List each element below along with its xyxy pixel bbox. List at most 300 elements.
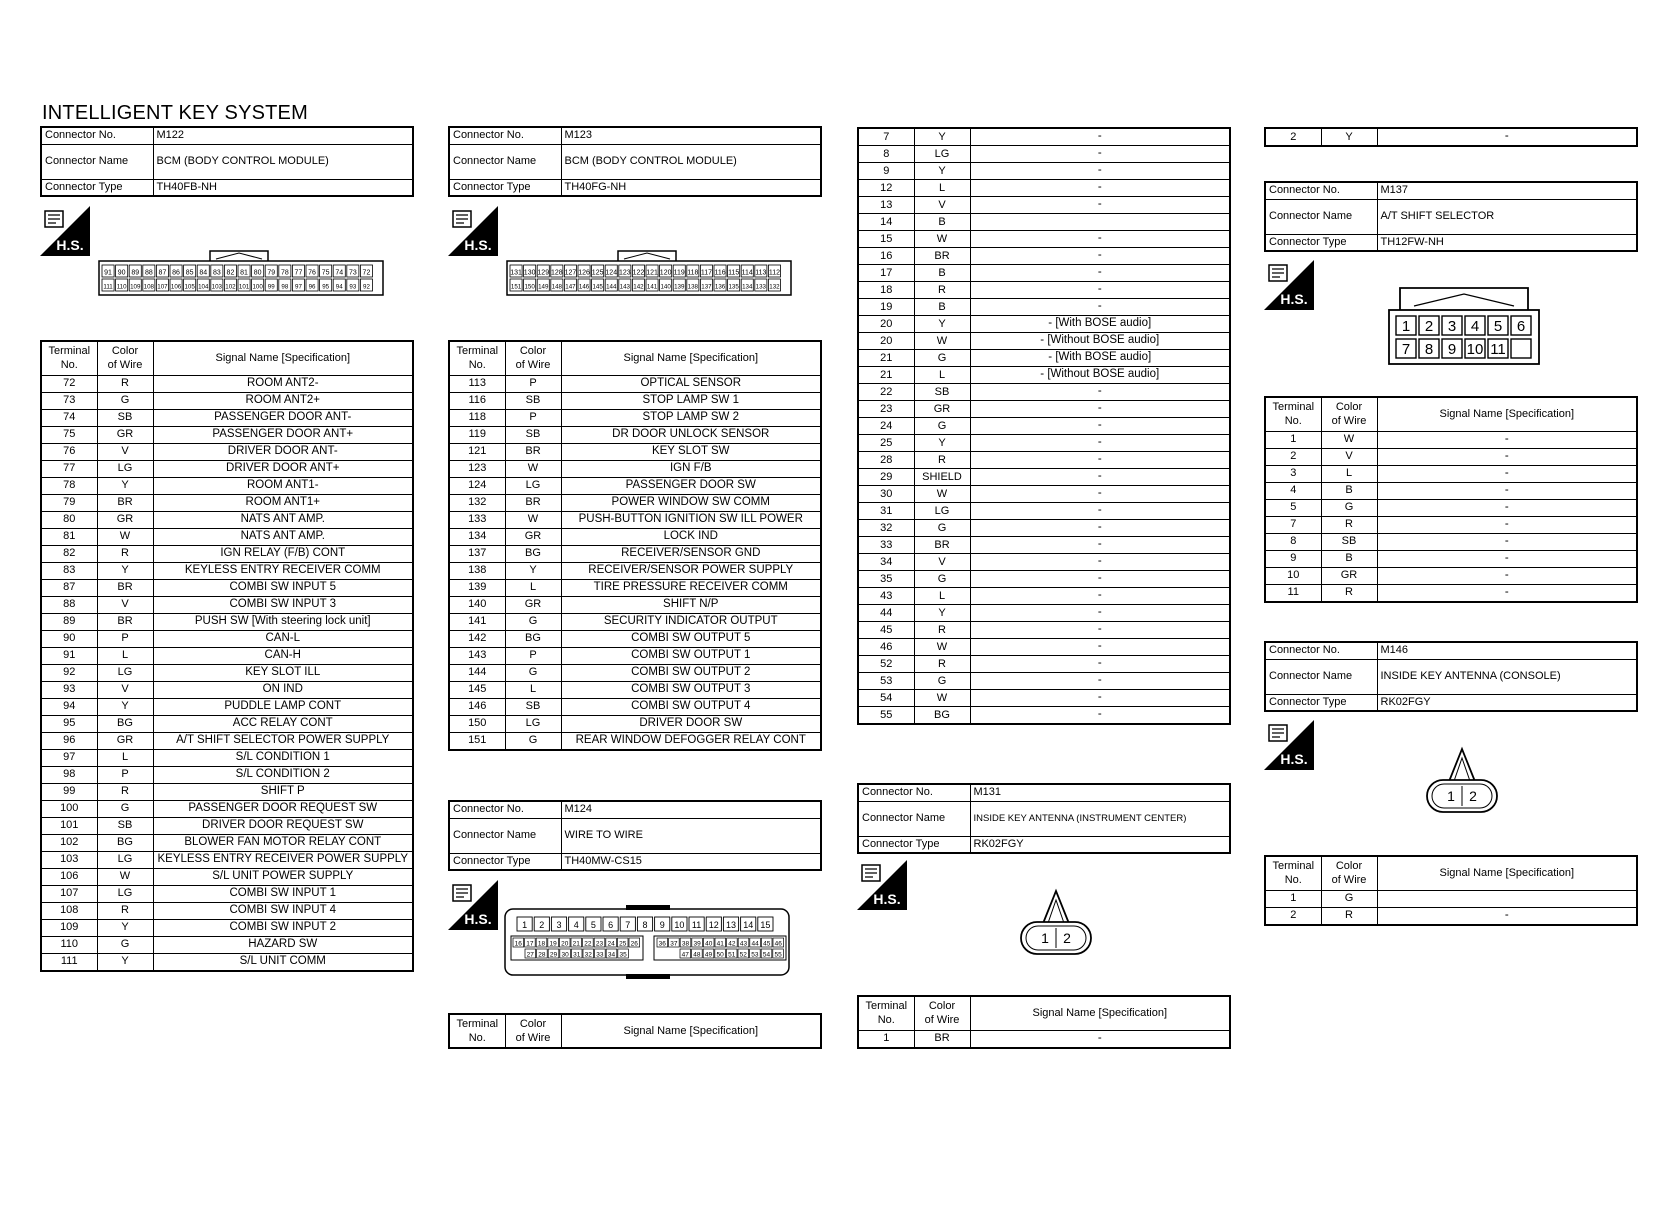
pin-label: 17: [526, 940, 534, 948]
terminal-cell: 73: [41, 392, 97, 409]
signal-name-cell: ROOM ANT2+: [153, 392, 413, 409]
table-row: [41, 494, 413, 511]
pin-label: 13: [725, 920, 737, 930]
pin-label: 53: [751, 951, 759, 959]
pin-label: 11: [1490, 341, 1506, 358]
connector-no-value: M124: [561, 801, 821, 818]
pin-label: 123: [619, 269, 631, 277]
wire-color-cell: SB: [914, 384, 970, 401]
pin-label: 101: [238, 283, 250, 291]
terminal-cell: 111: [41, 953, 97, 971]
pin-label: 128: [551, 269, 563, 277]
wire-color-cell: Y: [914, 163, 970, 180]
wire-color-cell: V: [1321, 448, 1377, 465]
wire-color-cell: B: [914, 265, 970, 282]
m122-terminal-table: [40, 340, 414, 972]
connector-key-mark: [216, 253, 262, 259]
pin-label: 41: [716, 940, 724, 948]
table-row: [858, 605, 1230, 622]
terminal-cell: 17: [858, 265, 914, 282]
table-row: [449, 698, 821, 715]
signal-name-cell: COMBI SW OUTPUT 4: [561, 698, 821, 715]
signal-name-cell: COMBI SW INPUT 3: [153, 596, 413, 613]
connector-name-label: Connector Name: [1265, 199, 1377, 234]
connector-name-value: INSIDE KEY ANTENNA (CONSOLE): [1377, 659, 1637, 694]
wire-color-cell: Y: [914, 605, 970, 622]
table-row: [449, 715, 821, 732]
table-row: [858, 163, 1230, 180]
wire-color-cell: P: [505, 409, 561, 426]
color-header: Color of Wire: [97, 341, 153, 375]
pin-label: 102: [225, 283, 236, 291]
m124-header-table: [448, 800, 822, 871]
pin-label: 37: [670, 940, 678, 948]
table-row: [858, 316, 1230, 333]
signal-name-cell: ACC RELAY CONT: [153, 715, 413, 732]
pin-label: 124: [605, 269, 618, 277]
pin-label: 137: [701, 283, 712, 291]
pin-label: 118: [687, 269, 699, 277]
signal-name-cell: ROOM ANT2-: [153, 375, 413, 392]
signal-name-cell: - [Without BOSE audio]: [970, 333, 1230, 350]
pin-label: 75: [321, 269, 330, 277]
table-row: [41, 477, 413, 494]
table-row: [41, 936, 413, 953]
wire-color-cell: G: [505, 732, 561, 750]
table-row: [858, 622, 1230, 639]
table-row: [41, 579, 413, 596]
terminal-cell: 150: [449, 715, 505, 732]
wire-color-cell: L: [505, 579, 561, 596]
harness-side-icon: [1264, 260, 1314, 310]
signal-name-cell: IGN F/B: [561, 460, 821, 477]
signal-name-cell: -: [970, 299, 1230, 316]
connector-type-label: Connector Type: [858, 836, 970, 853]
wire-color-cell: L: [97, 749, 153, 766]
wire-color-cell: G: [1321, 499, 1377, 516]
terminal-cell: 29: [858, 469, 914, 486]
terminal-cell: 137: [449, 545, 505, 562]
terminal-cell: 95: [41, 715, 97, 732]
wire-color-cell: R: [914, 452, 970, 469]
pin-label: 92: [363, 283, 370, 291]
terminal-cell: 89: [41, 613, 97, 630]
wire-color-cell: G: [1321, 890, 1377, 907]
signal-name-cell: DRIVER DOOR REQUEST SW: [153, 817, 413, 834]
signal-name-header: Signal Name [Specification]: [1377, 397, 1637, 431]
signal-name-cell: -: [1377, 482, 1637, 499]
terminal-cell: 21: [858, 350, 914, 367]
wire-color-cell: R: [97, 545, 153, 562]
table-row: [41, 715, 413, 732]
pin-label: 8: [1424, 341, 1434, 358]
terminal-cell: 52: [858, 656, 914, 673]
table-row: [858, 282, 1230, 299]
signal-name-cell: -: [1377, 533, 1637, 550]
terminal-cell: 55: [858, 707, 914, 725]
wire-color-cell: GR: [505, 596, 561, 613]
pin-label: 84: [199, 269, 208, 277]
table-row: 2 Y -: [1265, 128, 1637, 146]
wire-color-cell: L: [914, 367, 970, 384]
signal-name-cell: DR DOOR UNLOCK SENSOR: [561, 426, 821, 443]
wire-color-cell: P: [97, 630, 153, 647]
terminal-cell: 107: [41, 885, 97, 902]
pin-label: 135: [728, 283, 739, 291]
wire-color-cell: B: [914, 214, 970, 231]
table-row: [41, 545, 413, 562]
connector-name-label: Connector Name: [858, 801, 970, 836]
pin-label: 72: [362, 269, 371, 277]
connector-name-value: INSIDE KEY ANTENNA (INSTRUMENT CENTER): [970, 801, 1230, 836]
color-header: Color of Wire: [505, 341, 561, 375]
wire-color-cell: G: [505, 613, 561, 630]
terminal-cell: 72: [41, 375, 97, 392]
pin-label: 31: [573, 951, 581, 959]
table-row: [41, 392, 413, 409]
table-row: [41, 902, 413, 919]
terminal-cell: 101: [41, 817, 97, 834]
wire-color-cell: BR: [97, 613, 153, 630]
terminal-cell: 2: [1265, 448, 1321, 465]
signal-name-cell: -: [970, 163, 1230, 180]
pin-label: 47: [681, 951, 689, 959]
terminal-cell: 8: [1265, 533, 1321, 550]
pin-label: 21: [572, 940, 580, 948]
wire-color-cell: SB: [97, 817, 153, 834]
signal-name-cell: ON IND: [153, 681, 413, 698]
terminal-cell: 54: [858, 690, 914, 707]
pin-label: 80: [253, 269, 262, 277]
terminal-cell: 78: [41, 477, 97, 494]
terminal-cell: 151: [449, 732, 505, 750]
terminal-cell: 79: [41, 494, 97, 511]
m124-terminal-table-header: [448, 1013, 822, 1049]
terminal-cell: 96: [41, 732, 97, 749]
table-row: [858, 588, 1230, 605]
wire-color-cell: W: [97, 868, 153, 885]
terminal-no-header: Terminal No.: [449, 1014, 505, 1048]
terminal-cell: 5: [1265, 499, 1321, 516]
pin-label: 43: [739, 940, 748, 948]
wire-color-cell: BG: [914, 707, 970, 725]
wire-color-cell: L: [505, 681, 561, 698]
table-row: [41, 664, 413, 681]
terminal-cell: 8: [858, 146, 914, 163]
table-row: [1265, 890, 1637, 907]
color-header: Color of Wire: [505, 1014, 561, 1048]
connector-key-mark: [624, 253, 670, 259]
terminal-cell: 139: [449, 579, 505, 596]
wire-color-cell: Y: [97, 698, 153, 715]
terminal-cell: 93: [41, 681, 97, 698]
wire-color-cell: BR: [97, 494, 153, 511]
table-row: [1265, 431, 1637, 448]
pin-label: 3: [1447, 318, 1457, 335]
signal-name-cell: -: [970, 128, 1230, 146]
m131-terminal-table-continued: [1264, 127, 1638, 147]
pin-label: 149: [538, 283, 549, 291]
m131-terminal-table: [857, 995, 1231, 1049]
wire-color-cell: SB: [1321, 533, 1377, 550]
signal-name-cell: REAR WINDOW DEFOGGER RELAY CONT: [561, 732, 821, 750]
pin-label: 30: [561, 951, 569, 959]
table-row: [858, 299, 1230, 316]
m122-connector-diagram: [98, 247, 384, 297]
wire-color-cell: SHIELD: [914, 469, 970, 486]
signal-name-cell: ROOM ANT1+: [153, 494, 413, 511]
harness-side-icon: [448, 880, 498, 930]
terminal-cell: 12: [858, 180, 914, 197]
wire-color-cell: LG: [97, 851, 153, 868]
signal-name-cell: -: [970, 690, 1230, 707]
wire-color-cell: P: [505, 375, 561, 392]
table-row: [41, 681, 413, 698]
wire-color-cell: BG: [97, 715, 153, 732]
signal-name-cell: -: [970, 384, 1230, 401]
signal-name-cell: -: [1377, 431, 1637, 448]
pin-label: 113: [755, 269, 767, 277]
signal-name-cell: COMBI SW INPUT 5: [153, 579, 413, 596]
pin-label: 78: [280, 269, 289, 277]
terminal-cell: 30: [858, 486, 914, 503]
table-row: [1265, 567, 1637, 584]
signal-name-cell: - [With BOSE audio]: [970, 350, 1230, 367]
pin-label: 38: [681, 940, 690, 948]
wire-color-cell: R: [97, 902, 153, 919]
terminal-cell: 146: [449, 698, 505, 715]
wire-color-cell: BR: [505, 494, 561, 511]
signal-name-header: Signal Name [Specification]: [561, 341, 821, 375]
pin-label: 115: [728, 269, 740, 277]
table-row: [449, 545, 821, 562]
pin-label: 39: [693, 940, 701, 948]
table-row: [1265, 550, 1637, 567]
terminal-cell: 7: [858, 128, 914, 146]
signal-name-cell: HAZARD SW: [153, 936, 413, 953]
wire-color-cell: R: [914, 656, 970, 673]
terminal-cell: 143: [449, 647, 505, 664]
terminal-cell: 124: [449, 477, 505, 494]
terminal-cell: 20: [858, 316, 914, 333]
table-row: [449, 392, 821, 409]
connector-no-value: M131: [970, 784, 1230, 801]
connector-no-value: M123: [561, 127, 821, 144]
pin-label: 82: [226, 269, 235, 277]
terminal-cell: 3: [1265, 465, 1321, 482]
signal-name-cell: CAN-H: [153, 647, 413, 664]
wire-color-cell: SB: [505, 426, 561, 443]
signal-name-cell: -: [1377, 907, 1637, 925]
pin-label: 6: [608, 920, 614, 930]
terminal-cell: 15: [858, 231, 914, 248]
pin-label: 46: [774, 940, 782, 948]
signal-name-cell: [1377, 890, 1637, 907]
terminal-cell: 103: [41, 851, 97, 868]
pin-label: 112: [768, 269, 781, 277]
table-row: [449, 528, 821, 545]
signal-name-cell: NATS ANT AMP.: [153, 511, 413, 528]
signal-name-cell: PASSENGER DOOR SW: [561, 477, 821, 494]
terminal-cell: 97: [41, 749, 97, 766]
table-row: [41, 613, 413, 630]
table-row: [858, 520, 1230, 537]
pin-label: 83: [212, 269, 221, 277]
terminal-no-header: Terminal No.: [449, 341, 505, 375]
table-row: [1265, 465, 1637, 482]
wire-color-cell: SB: [505, 392, 561, 409]
signal-name-cell: PASSENGER DOOR REQUEST SW: [153, 800, 413, 817]
harness-side-icon: [1264, 720, 1314, 770]
terminal-cell: 138: [449, 562, 505, 579]
pin-label: 7: [625, 920, 631, 930]
wire-color-cell: P: [97, 766, 153, 783]
table-row: [41, 817, 413, 834]
color-header: Color of Wire: [1321, 856, 1377, 890]
terminal-cell: 134: [449, 528, 505, 545]
wire-color-cell: GR: [97, 511, 153, 528]
table-row: [858, 486, 1230, 503]
wire-color-cell: Y: [97, 477, 153, 494]
table-row: [858, 146, 1230, 163]
wire-color-cell: BR: [914, 537, 970, 554]
signal-name-cell: KEY SLOT ILL: [153, 664, 413, 681]
hs-label: H.S.: [464, 237, 492, 253]
harness-side-icon: [857, 860, 907, 910]
pin-label: 126: [578, 269, 590, 277]
signal-name-cell: TIRE PRESSURE RECEIVER COMM: [561, 579, 821, 596]
connector-no-label: Connector No.: [449, 127, 561, 144]
pin-label: 120: [659, 269, 672, 277]
wire-color-cell: R: [914, 282, 970, 299]
connector-key: [626, 974, 670, 979]
connector-no-label: Connector No.: [41, 127, 153, 144]
table-row: [858, 639, 1230, 656]
pin-label: 93: [349, 283, 357, 291]
pin-label: 138: [687, 283, 699, 291]
signal-name-cell: -: [970, 146, 1230, 163]
terminal-cell: 75: [41, 426, 97, 443]
table-row: [449, 596, 821, 613]
terminal-cell: 144: [449, 664, 505, 681]
pin-label: 99: [267, 283, 275, 291]
pin-label: 108: [143, 283, 155, 291]
pin-label: 9: [1447, 341, 1457, 358]
table-row: [41, 528, 413, 545]
table-row: [1265, 907, 1637, 925]
pin-label: 100: [252, 283, 263, 291]
terminal-cell: 33: [858, 537, 914, 554]
terminal-cell: 98: [41, 766, 97, 783]
pin-label: 151: [510, 283, 522, 291]
pin-label: 10: [1466, 341, 1484, 358]
signal-name-cell: PUSH SW [With steering lock unit]: [153, 613, 413, 630]
table-row: [858, 197, 1230, 214]
pin-label: 105: [184, 283, 195, 291]
pin-label: 18: [537, 940, 546, 948]
pin-label: 87: [158, 269, 167, 277]
signal-name-cell: PUSH-BUTTON IGNITION SW ILL POWER: [561, 511, 821, 528]
m123-header-table: [448, 126, 822, 197]
pin-label: 91: [104, 269, 112, 277]
wire-color-cell: GR: [1321, 567, 1377, 584]
table-row: [858, 350, 1230, 367]
hs-label: H.S.: [464, 911, 492, 927]
terminal-cell: 7: [1265, 516, 1321, 533]
pin-label: 8: [642, 920, 648, 930]
signal-name-cell: DRIVER DOOR ANT-: [153, 443, 413, 460]
connector-type-label: Connector Type: [1265, 234, 1377, 251]
signal-name-cell: -: [970, 673, 1230, 690]
wire-color-cell: P: [505, 647, 561, 664]
terminal-cell: 46: [858, 639, 914, 656]
harness-side-icon: [40, 206, 90, 256]
table-row: [858, 265, 1230, 282]
pin-label: 109: [130, 283, 141, 291]
wire-color-cell: GR: [914, 401, 970, 418]
terminal-cell: 118: [449, 409, 505, 426]
table-row: [41, 460, 413, 477]
signal-name-cell: COMBI SW OUTPUT 3: [561, 681, 821, 698]
terminal-cell: 82: [41, 545, 97, 562]
m131-header-table: [857, 783, 1231, 854]
terminal-cell: 88: [41, 596, 97, 613]
signal-name-cell: -: [1377, 516, 1637, 533]
pin-label: 51: [728, 951, 736, 959]
pin-label: 96: [308, 283, 316, 291]
table-row: [449, 494, 821, 511]
table-row: [449, 562, 821, 579]
table-row: [449, 477, 821, 494]
pin-label: 146: [578, 283, 590, 291]
connector-no-value: M146: [1377, 642, 1637, 659]
wire-color-cell: R: [1321, 584, 1377, 602]
pin-label: 5: [590, 920, 596, 930]
signal-name-cell: -: [970, 282, 1230, 299]
wire-color-cell: LG: [97, 885, 153, 902]
pin-label: 136: [714, 283, 726, 291]
signal-name-cell: -: [970, 265, 1230, 282]
pin-label: 114: [741, 269, 753, 277]
pin-label: 88: [144, 269, 153, 277]
wire-color-cell: BG: [97, 834, 153, 851]
pin-label: 150: [524, 283, 535, 291]
table-row: [41, 647, 413, 664]
table-row: [41, 953, 413, 971]
pin-label: 127: [564, 269, 577, 277]
pin-label: 26: [630, 940, 638, 948]
m122-header-table: [40, 126, 414, 197]
pin-label: 143: [619, 283, 631, 291]
signal-name-cell: -: [970, 571, 1230, 588]
terminal-cell: 22: [858, 384, 914, 401]
pin-label: 10: [674, 920, 685, 930]
wire-color-cell: Y: [914, 316, 970, 333]
terminal-no-header: Terminal No.: [1265, 397, 1321, 431]
terminal-cell: 53: [858, 673, 914, 690]
connector-name-label: Connector Name: [41, 144, 153, 179]
signal-name-cell: LOCK IND: [561, 528, 821, 545]
wire-color-cell: W: [1321, 431, 1377, 448]
table-row: [41, 732, 413, 749]
signal-name-cell: COMBI SW INPUT 2: [153, 919, 413, 936]
table-row: [449, 579, 821, 596]
wire-color-cell: G: [505, 664, 561, 681]
wire-color-cell: W: [97, 528, 153, 545]
signal-name-cell: -: [970, 537, 1230, 554]
pin-label: 1: [1041, 930, 1049, 946]
pin-label: 20: [561, 940, 569, 948]
